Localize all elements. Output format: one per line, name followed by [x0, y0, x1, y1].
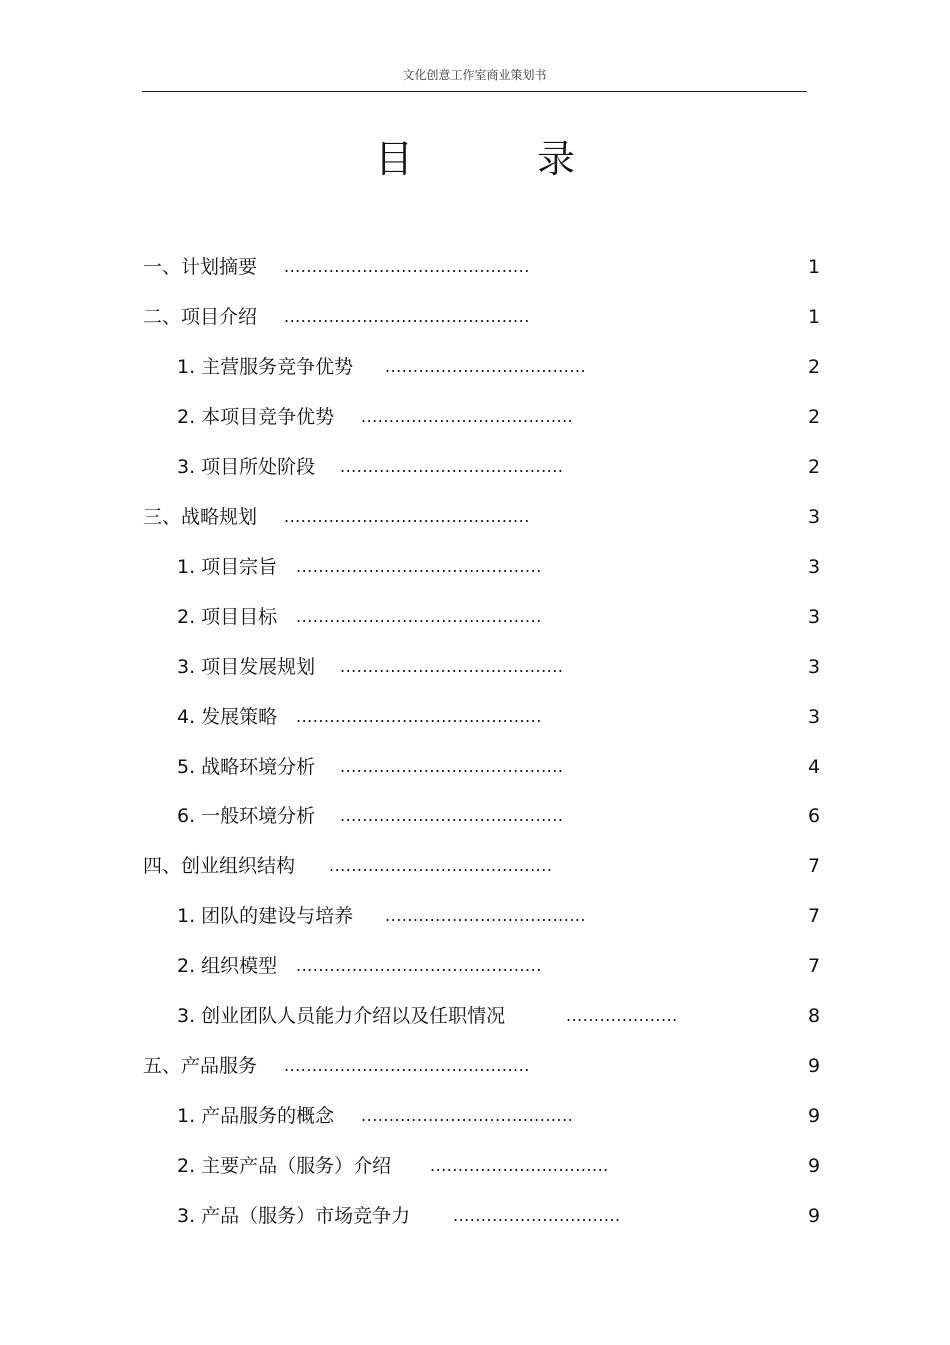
- toc-entry-leader: ......................................: [361, 406, 574, 426]
- toc-entry[interactable]: [143, 253, 830, 281]
- toc-title: 目 录: [374, 137, 632, 181]
- toc-entry-leader: ........................................: [329, 856, 553, 876]
- toc-entry[interactable]: [177, 403, 830, 431]
- toc-entry-label: 五、产品服务: [143, 1055, 258, 1078]
- toc-entry[interactable]: [143, 852, 830, 880]
- toc-entry-label: 1. 产品服务的概念: [177, 1105, 335, 1128]
- toc-entry-leader: ............................................: [284, 306, 530, 326]
- toc-entry-page-number: 3: [808, 605, 821, 628]
- toc-entry[interactable]: [177, 453, 830, 481]
- toc-entry-label: 2. 组织模型: [177, 955, 278, 978]
- toc-entry-page-number: 7: [808, 855, 821, 878]
- toc-entry-label: 一、计划摘要: [143, 256, 258, 278]
- toc-entry-page-number: 2: [808, 355, 821, 378]
- toc-entry-page-number: 3: [808, 555, 821, 578]
- toc-entry[interactable]: [177, 1002, 830, 1030]
- toc-entry-leader: ........................................: [340, 756, 564, 776]
- toc-entry-label: 1. 项目宗旨: [177, 555, 278, 578]
- toc-entry-page-number: 6: [808, 805, 821, 828]
- toc-entry-leader: ......................................: [361, 1106, 574, 1126]
- toc-entry-page-number: 9: [808, 1205, 821, 1228]
- toc-entry-leader: ............................................: [296, 556, 542, 576]
- toc-entry-label: 2. 主要产品（服务）介绍: [177, 1155, 392, 1178]
- toc-entry[interactable]: [143, 1052, 830, 1080]
- toc-entry-page-number: 9: [808, 1055, 821, 1078]
- toc-entry-label: 3. 产品（服务）市场竞争力: [177, 1205, 411, 1228]
- toc-entry[interactable]: [177, 902, 830, 930]
- toc-entry[interactable]: [177, 703, 830, 731]
- toc-entry-page-number: 3: [808, 655, 821, 678]
- toc-entry-label: 2. 项目目标: [177, 605, 278, 628]
- toc-entry[interactable]: [177, 1152, 830, 1180]
- toc-entry[interactable]: [177, 952, 830, 980]
- header-rule: [142, 91, 807, 92]
- toc-entry-page-number: 3: [808, 705, 821, 728]
- toc-entry-leader: ....................................: [385, 356, 587, 376]
- toc-entry-leader: ............................................: [296, 606, 542, 626]
- toc-entry[interactable]: [177, 802, 830, 830]
- toc-entry-page-number: 9: [808, 1105, 821, 1128]
- toc-entry-label: 2. 本项目竞争优势: [177, 405, 335, 428]
- toc-entry-page-number: 8: [808, 1005, 821, 1028]
- toc-entry[interactable]: [177, 603, 830, 631]
- toc-entry-label: 三、战略规划: [143, 505, 258, 528]
- toc-entry-leader: ....................................: [385, 906, 587, 926]
- toc-entry-label: 3. 创业团队人员能力介绍以及任职情况: [177, 1005, 506, 1028]
- toc-entry-label: 5. 战略环境分析: [177, 755, 316, 778]
- toc-entry-leader: ........................................: [340, 656, 564, 676]
- toc-entry-page-number: 4: [808, 755, 821, 778]
- toc-entry-label: 1. 团队的建设与培养: [177, 905, 354, 928]
- toc-entry-label: 1. 主营服务竞争优势: [177, 355, 354, 378]
- toc-entry-page-number: 2: [808, 405, 821, 428]
- toc-entry-page-number: 1: [808, 305, 821, 328]
- toc-entry-leader: ................................: [430, 1156, 609, 1176]
- toc-entry-page-number: 7: [808, 955, 821, 978]
- toc-entry-leader: ............................................: [284, 257, 530, 276]
- toc-entry-leader: ........................................: [340, 806, 564, 826]
- toc-entry[interactable]: [177, 753, 830, 781]
- toc-entry-label: 6. 一般环境分析: [177, 805, 316, 828]
- toc-entry[interactable]: [177, 1202, 830, 1230]
- toc-entry[interactable]: [177, 653, 830, 681]
- toc-entry-page-number: 2: [808, 455, 821, 478]
- toc-entry-leader: ............................................: [284, 1056, 530, 1076]
- toc-entry-leader: ............................................: [296, 706, 542, 726]
- toc-entry[interactable]: [143, 303, 830, 331]
- toc-entry[interactable]: [177, 353, 830, 381]
- toc-entry[interactable]: [177, 1102, 830, 1130]
- toc-entry-leader: ........................................: [340, 456, 564, 476]
- toc-entry-leader: ....................: [566, 1006, 678, 1026]
- toc-entry-label: 4. 发展策略: [177, 705, 278, 728]
- toc-entry-label: 四、创业组织结构: [143, 855, 296, 878]
- toc-entry[interactable]: [177, 553, 830, 581]
- toc-entry-leader: ............................................: [284, 506, 530, 526]
- toc-entry-page-number: 1: [808, 256, 821, 278]
- toc-entry-page-number: 7: [808, 905, 821, 928]
- toc-entry-label: 3. 项目发展规划: [177, 655, 316, 678]
- toc-entry-leader: ............................................: [296, 956, 542, 976]
- toc-entry[interactable]: [143, 503, 830, 531]
- toc-entry-page-number: 3: [808, 505, 821, 528]
- running-header: 文化创意工作室商业策划书: [402, 68, 547, 82]
- toc-entry-page-number: 9: [808, 1155, 821, 1178]
- toc-entry-label: 3. 项目所处阶段: [177, 455, 316, 478]
- toc-entry-leader: ..............................: [453, 1206, 621, 1226]
- toc-entry-label: 二、项目介绍: [143, 305, 258, 328]
